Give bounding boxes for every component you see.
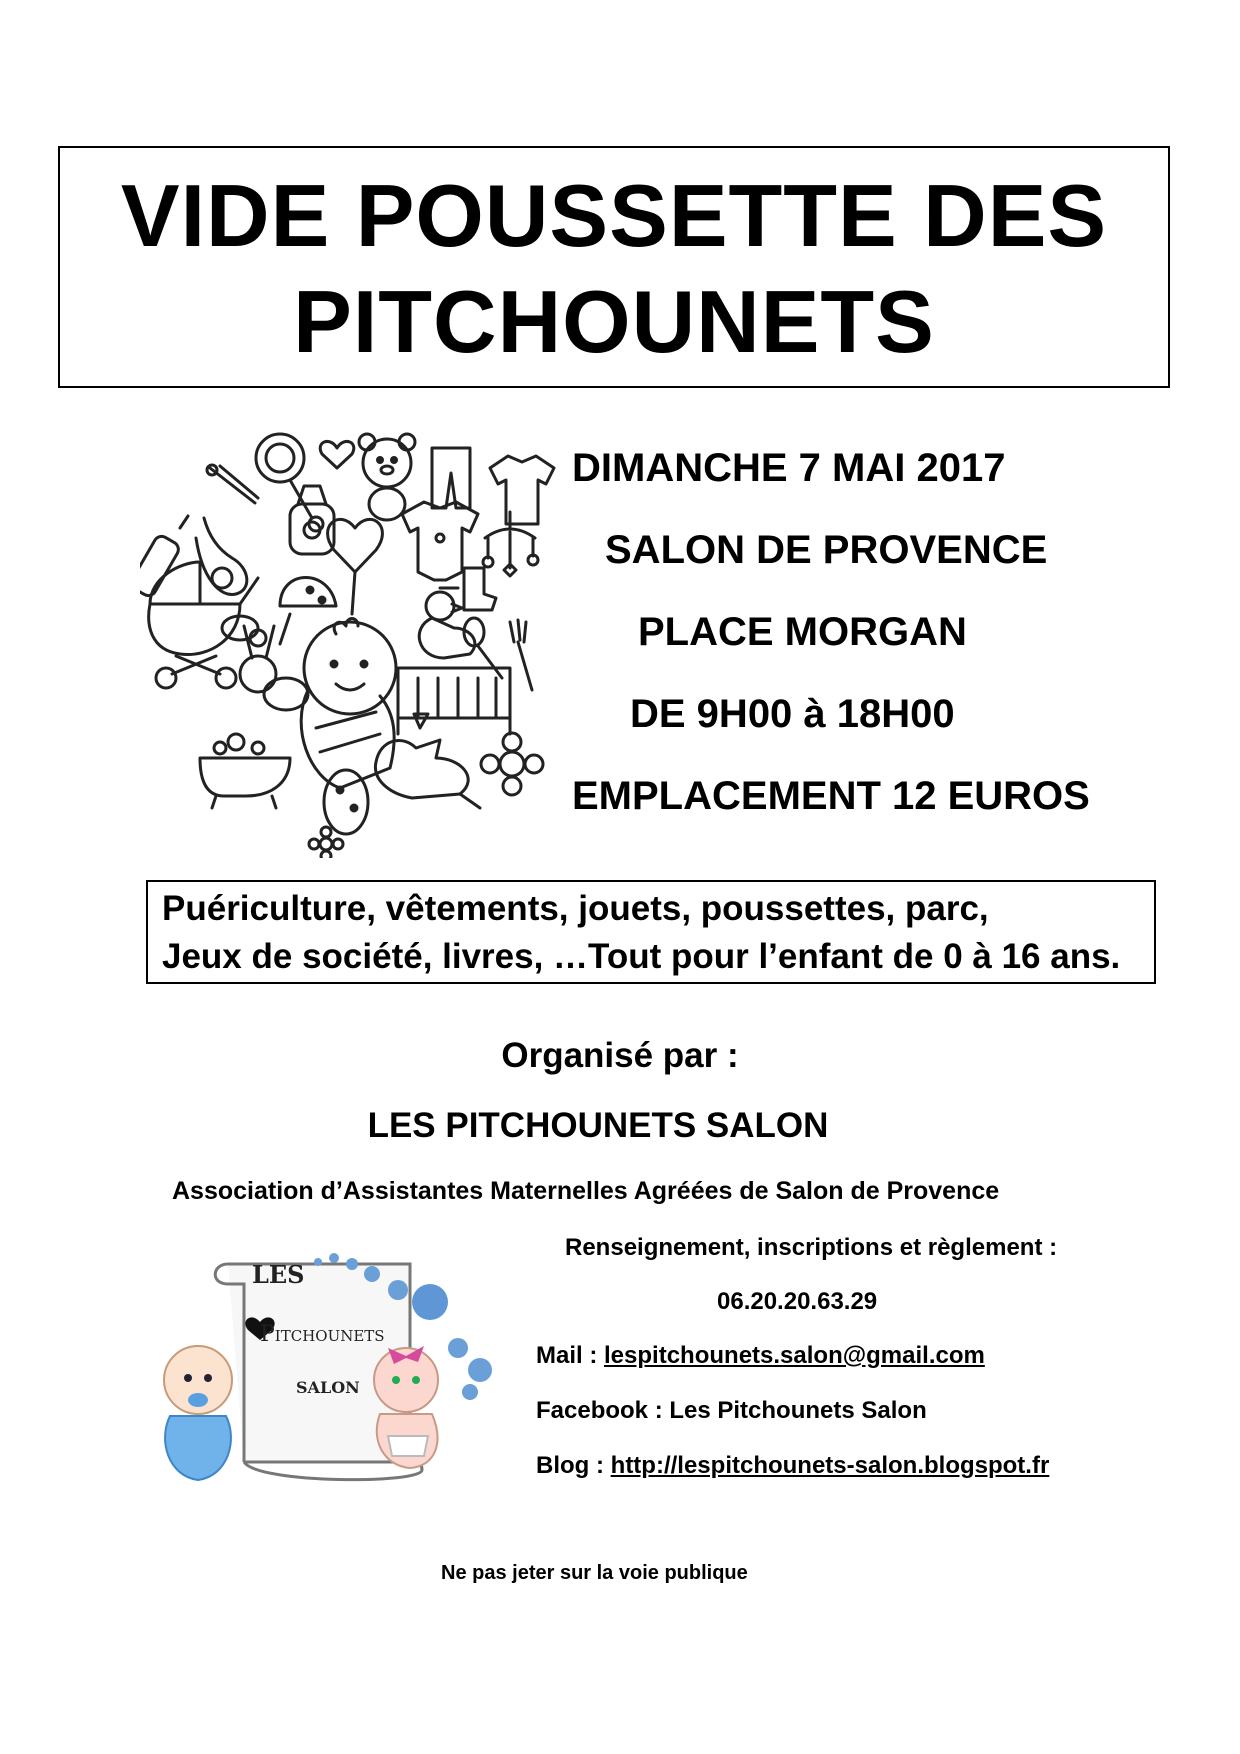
contact-heading: Renseignement, inscriptions et règlement : bbox=[565, 1234, 1058, 1261]
bib-icon bbox=[196, 518, 247, 595]
footer-notice: Ne pas jeter sur la voie publique bbox=[441, 1562, 748, 1584]
event-date: DIMANCHE 7 MAI 2017 bbox=[572, 446, 1006, 490]
organizer-name bbox=[0, 1104, 1196, 1148]
event-hours: DE 9H00 à 18H00 bbox=[630, 692, 955, 736]
description-line-1: Puériculture, vêtements, jouets, poussettes, parc, bbox=[162, 889, 989, 928]
baby-bottle-icon bbox=[140, 516, 188, 598]
easter-egg-icon bbox=[324, 770, 368, 834]
event-price: EMPLACEMENT 12 EUROS bbox=[572, 774, 1090, 818]
pitchounets-logo bbox=[148, 1240, 528, 1500]
association-text: Association d’Assistantes Maternelles Agréées de Salon de Provence bbox=[172, 1177, 1000, 1205]
logo-les: LES bbox=[252, 1260, 305, 1289]
bathtub-icon bbox=[200, 734, 290, 808]
baby-mobile-icon bbox=[483, 512, 538, 576]
logo-pitchounets: Pitchounets bbox=[260, 1322, 385, 1347]
logo-salon: SALON bbox=[296, 1378, 360, 1397]
teddy-bear-icon bbox=[359, 434, 415, 520]
mail-link[interactable]: lespitchounets.salon@gmail.com bbox=[604, 1342, 985, 1369]
contact-phone: 06.20.20.63.29 bbox=[717, 1288, 878, 1315]
flower-icon bbox=[481, 733, 543, 795]
safety-pin-icon bbox=[207, 465, 258, 503]
facebook-value: Les Pitchounets Salon bbox=[669, 1397, 927, 1424]
blog-link[interactable]: http://lespitchounets-salon.blogspot.fr bbox=[610, 1452, 1050, 1479]
organizer-label: Organisé par : bbox=[501, 1036, 739, 1075]
blog-label: Blog : bbox=[536, 1452, 611, 1479]
baby-items-illustration bbox=[140, 428, 570, 858]
blue-baby-icon bbox=[164, 1346, 232, 1480]
event-city: SALON DE PROVENCE bbox=[605, 528, 1048, 572]
organizer-name-text: LES PITCHOUNETS SALON bbox=[367, 1106, 829, 1145]
baby-face-icon bbox=[301, 619, 396, 789]
description-line-2: Jeux de société, livres, …Tout pour l’enfant de 0 à 16 ans. bbox=[162, 937, 1121, 976]
mail-label: Mail : bbox=[536, 1342, 605, 1369]
booties-icon bbox=[440, 568, 496, 610]
contact-facebook bbox=[536, 1395, 927, 1427]
bonnet-icon bbox=[280, 578, 336, 645]
crib-icon bbox=[398, 668, 510, 734]
contact-blog bbox=[536, 1450, 1049, 1482]
spoon-fork-icon bbox=[464, 618, 532, 690]
shirt-icon bbox=[490, 456, 554, 524]
title-line-2: PITCHOUNETS bbox=[293, 272, 935, 371]
facebook-label: Facebook : bbox=[536, 1397, 670, 1424]
title-line-1: VIDE POUSSETTE DES bbox=[120, 166, 1108, 265]
contact-mail bbox=[536, 1340, 985, 1372]
leggings-icon bbox=[432, 448, 470, 508]
heart-icon bbox=[320, 441, 354, 468]
title-box bbox=[58, 146, 1170, 388]
description-box bbox=[146, 880, 1156, 984]
event-place: PLACE MORGAN bbox=[638, 610, 967, 654]
